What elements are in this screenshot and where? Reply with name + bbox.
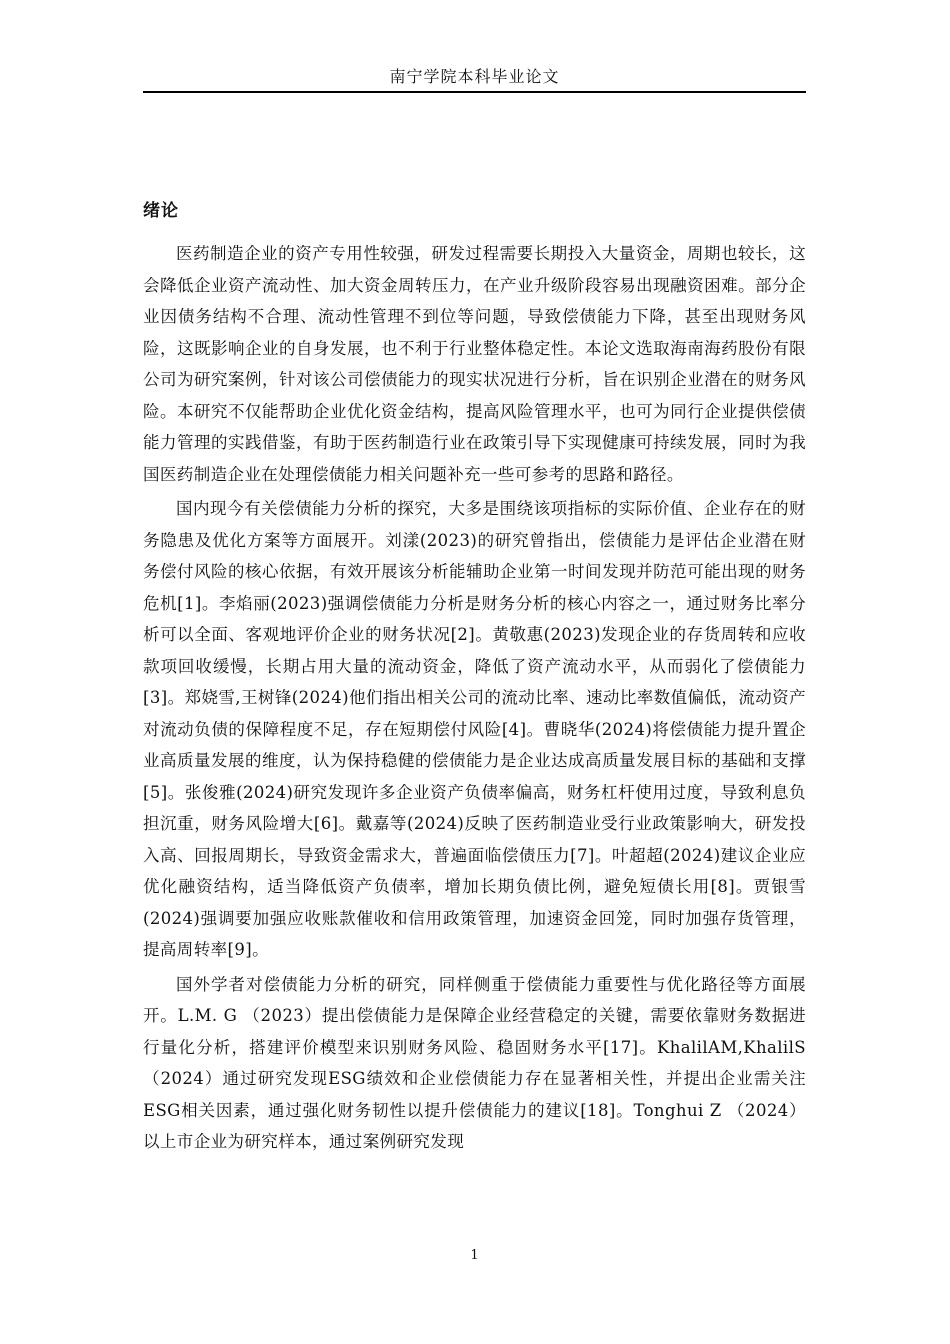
paragraph-foreign-review-text: 国外学者对偿债能力分析的研究，同样侧重于偿债能力重要性与优化路径等方面展开。L.M. G （2023）提出偿债能力是保障企业经营稳定的关键，需要依靠财务数据进行量化分析，搭建评价模型来识别财务风险、稳固财务水平[17]。KhalilAM,KhalilS（2024）通过研究发现ESG绩效和企业偿债能力存在显著相关性，并提出企业需关注ESG相关因素，通过强化财务韧性以提升偿债能力的建议[18]。Tonghui Z （2024）以上市企业为研究样本，通过案例研究发现	[143, 974, 806, 1151]
page-header	[143, 64, 806, 87]
paragraph-intro-text: 医药制造企业的资产专用性较强，研发过程需要长期投入大量资金，周期也较长，这会降低企业资产流动性、加大资金周转压力，在产业升级阶段容易出现融资困难。部分企业因债务结构不合理、流动性管理不到位等问题，导致偿债能力下降，甚至出现财务风险，这既影响企业的自身发展，也不利于行业整体稳定性。本论文选取海南海药股份有限公司为研究案例，针对该公司偿债能力的现实状况进行分析，旨在识别企业潜在的财务风险。本研究不仅能帮助企业优化资金结构，提高风险管理水平，也可为同行企业提供偿债能力管理的实践借鉴，有助于医药制造行业在政策引导下实现健康可持续发展，同时为我国医药制造企业在处理偿债能力相关问题补充一些可参考的思路和路径。	[143, 244, 806, 484]
paragraph-domestic-review-text: 国内现今有关偿债能力分析的探究，大多是围绕该项指标的实际价值、企业存在的财务隐患及优化方案等方面展开。刘漾(2023)的研究曾指出，偿债能力是评估企业潜在财务偿付风险的核心依据，有效开展该分析能辅助企业第一时间发现并防范可能出现的财务危机[1]。李焰丽(2023)强调偿债能力分析是财务分析的核心内容之一，通过财务比率分析可以全面、客观地评价企业的财务状况[2]。黄敬惠(2023)发现企业的存货周转和应收款项回收缓慢，长期占用大量的流动资金，降低了资产流动水平，从而弱化了偿债能力[3]。郑娆雪,王树锋(2024)他们指出相关公司的流动比率、速动比率数值偏低，流动资产对流动负债的保障程度不足，存在短期偿付风险[4]。曹晓华(2024)将偿债能力提升置企业高质量发展的维度，认为保持稳健的偿债能力是企业达成高质量发展目标的基础和支撑[5]。张俊雅(2024)研究发现许多企业资产负债率偏高，财务杠杆使用过度，导致利息负担沉重，财务风险增大[6]。戴嘉等(2024)反映了医药制造业受行业政策影响大，研发投入高、回报周期长，导致资金需求大，普遍面临偿债压力[7]。叶超超(2024)建议企业应优化融资结构，适当降低资产负债率，增加长期负债比例，避免短债长用[8]。贾银雪(2024)强调要加强应收账款催收和信用政策管理，加速资金回笼，同时加强存货管理，提高周转率[9]。	[143, 499, 806, 959]
paragraph-domestic-review	[143, 493, 806, 966]
header-rule	[143, 91, 806, 93]
paragraph-foreign-review	[143, 969, 806, 1158]
paragraph-intro	[143, 238, 806, 490]
header-title: 南宁学院本科毕业论文	[389, 67, 560, 86]
section-heading: 绪论	[143, 201, 179, 221]
page-number: 1	[470, 1248, 479, 1263]
body-text	[143, 238, 806, 1161]
